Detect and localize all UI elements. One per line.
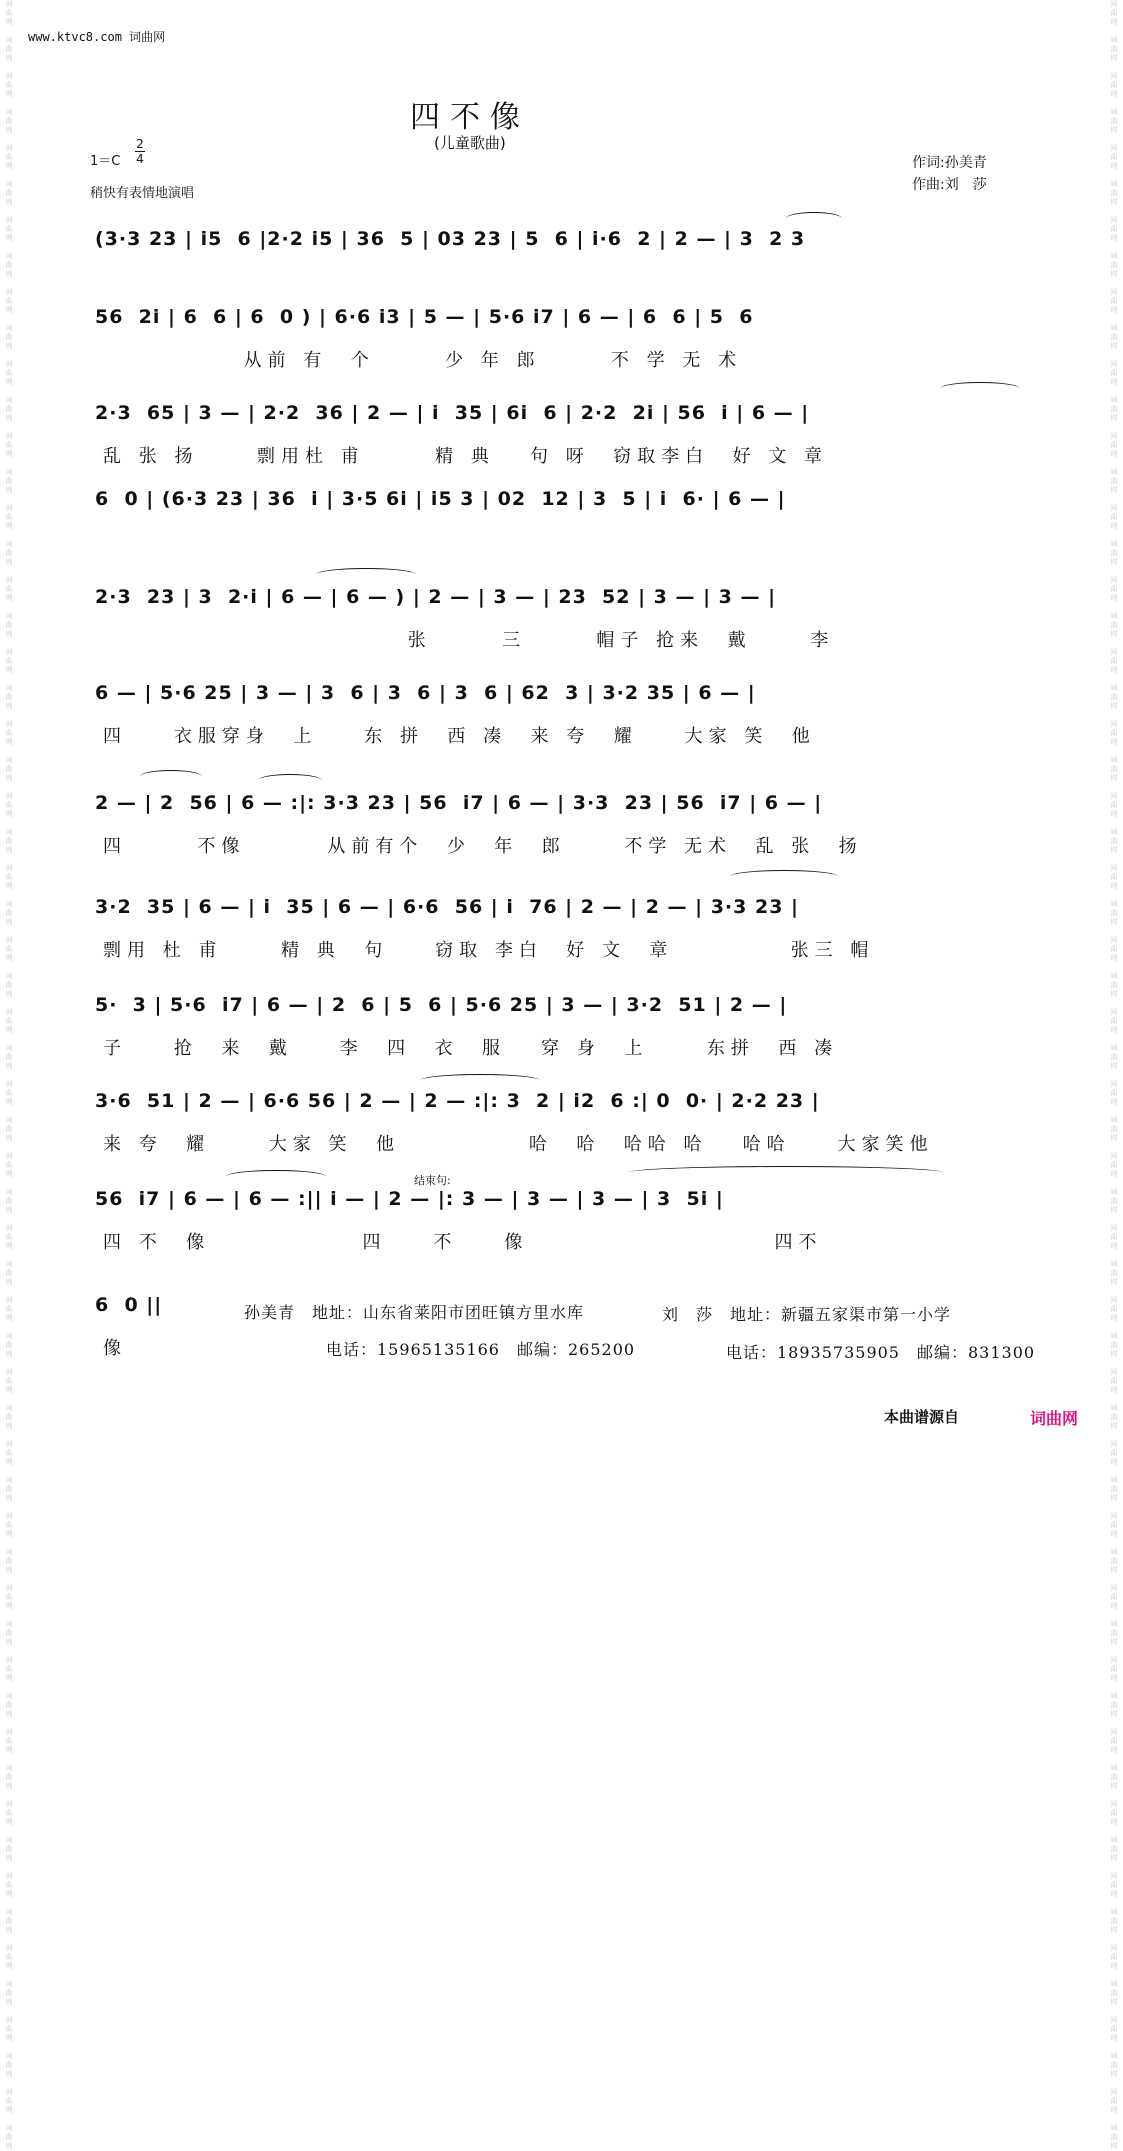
key-signature: 1＝C <box>90 154 121 169</box>
notes-line-6: 6 — | 5·6 25 | 3 — | 3 6 | 3 6 | 3 6 | 62 3 | 3·2 35 | 6 — | <box>95 682 756 704</box>
slur-mark <box>730 870 838 883</box>
source-label: 本曲谱源自 <box>884 1408 960 1426</box>
slur-mark <box>786 212 842 225</box>
lyrics-line-1 <box>103 268 1033 292</box>
brand-link[interactable]: 词曲网 <box>1030 1409 1079 1428</box>
notes-line-4: 6 0 | (6·3 23 | 36 i | 3·5 6i | i5 3 | 02 12 | 3 5 | i 6· | 6 — | <box>95 488 786 510</box>
author1-phone: 电话：15965135166 邮编：265200 <box>326 1340 636 1359</box>
tempo-marking: 稍快有表情地演唱 <box>90 186 195 201</box>
time-bottom: 4 <box>136 152 144 166</box>
lyrics-line-8: 剽用 杜 甫 精 典 句 窃取 李白 好 文 章 张三 帽 <box>103 940 875 961</box>
slur-mark <box>420 1074 540 1087</box>
site-url[interactable]: www.ktvc8.com 词曲网 <box>28 30 166 44</box>
notes-line-1: (3·3 23 | i5 6 |2·2 i5 | 36 5 | 03 23 | 5 6 | i·6 2 | 2 — | 3 2 3 <box>95 228 806 250</box>
lyrics-line-5: 张 三 帽子 抢来 戴 李 <box>103 630 835 651</box>
ending-label: 结束句: <box>414 1174 451 1187</box>
lyrics-line-11: 四 不 像 四 不 像 四不 <box>103 1232 823 1253</box>
composer-credit: 作曲:刘 莎 <box>912 177 987 193</box>
notes-line-5: 2·3 23 | 3 2·i | 6 — | 6 — ) | 2 — | 3 — | 23 52 | 3 — | 3 — | <box>95 586 777 608</box>
time-signature <box>135 138 145 165</box>
notes-line-10: 3·6 51 | 2 — | 6·6 56 | 2 — | 2 — :|: 3 2 | i2 6 :| 0 0· | 2·2 23 | <box>95 1090 820 1112</box>
song-title: 四不像 <box>410 100 530 135</box>
lyrics-line-9: 子 抢 来 戴 李 四 衣 服 穿 身 上 东拼 西 凑 <box>103 1038 839 1059</box>
slur-mark <box>226 1170 326 1183</box>
notes-line-9: 5· 3 | 5·6 i7 | 6 — | 2 6 | 5 6 | 5·6 25 | 3 — | 3·2 51 | 2 — | <box>95 994 788 1016</box>
slur-mark <box>140 770 202 783</box>
watermark-left: 词 曲 网 词 曲 网 词 曲 网 词 曲 网 词 曲 网 词 曲 网 词 曲 网 词 曲 网 词 曲 网 词 曲 网 词 曲 网 词 曲 网 词 曲 网 词 曲 网 词 曲 网 词 曲 网 词 曲 网 词 曲 网 词 曲 网 词 曲 网 词 曲 网 词 曲 网 词 曲 网 词 曲 网 词 曲 网 词 曲 网 词 曲 网 词 曲 网 词 曲 网 词 曲 网 词 曲 网 词 曲 网 词 曲 网 词 曲 网 词 曲 网 词 曲 网 词 曲 网 词 曲 网 词 曲 网 词 曲 网 词 曲 网 词 曲 网 词 曲 网 词 曲 网 词 曲 网 词 曲 网 词 曲 网 词 曲 网 词 曲 网 词 曲 网 词 曲 网 词 曲 网 词 曲 网 词 曲 网 词 曲 网 词 曲 网 词 曲 网 词 曲 网 词 曲 网 词 曲 网 <box>5 0 13 2150</box>
lyrics-line-2: 从前 有 个 少 年 郎 不 学 无 术 <box>103 350 743 371</box>
slur-mark <box>316 568 416 581</box>
notes-line-3: 2·3 65 | 3 — | 2·2 36 | 2 — | i 35 | 6i 6 | 2·2 2i | 56 i | 6 — | <box>95 402 810 424</box>
notes-line-7: 2 — | 2 56 | 6 — :|: 3·3 23 | 56 i7 | 6 — | 3·3 23 | 56 i7 | 6 — | <box>95 792 823 814</box>
lyrics-line-3: 乱 张 扬 剽用杜 甫 精 典 句 呀 窃取李白 好 文 章 <box>103 446 829 467</box>
lyrics-line-10: 来 夸 耀 大家 笑 他 哈 哈 哈哈 哈 哈哈 大家笑他 <box>103 1134 934 1155</box>
lyrics-line-4 <box>103 528 1033 552</box>
notes-line-2: 56 2i | 6 6 | 6 0 ) | 6·6 i3 | 5 — | 5·6 i7 | 6 — | 6 6 | 5 6 <box>95 306 754 328</box>
time-top: 2 <box>136 137 144 151</box>
slur-mark <box>628 1166 944 1179</box>
lyricist-credit: 作词:孙美青 <box>912 155 987 171</box>
lyrics-line-7: 四 不像 从前有个 少 年 郎 不学 无术 乱 张 扬 <box>103 836 863 857</box>
slur-mark <box>258 774 322 787</box>
notes-line-11: 56 i7 | 6 — | 6 — :|| i — | 2 — |: 3 — | 3 — | 3 — | 3 5i | <box>95 1188 724 1210</box>
notes-line-8: 3·2 35 | 6 — | i 35 | 6 — | 6·6 56 | i 76 | 2 — | 2 — | 3·3 23 | <box>95 896 799 918</box>
author2-phone: 电话：18935735905 邮编：831300 <box>726 1343 1036 1362</box>
lyrics-line-6: 四 衣服穿身 上 东 拼 西 凑 来 夸 耀 大家 笑 他 <box>103 726 816 747</box>
watermark-right: 词 曲 网 词 曲 网 词 曲 网 词 曲 网 词 曲 网 词 曲 网 词 曲 网 词 曲 网 词 曲 网 词 曲 网 词 曲 网 词 曲 网 词 曲 网 词 曲 网 词 曲 网 词 曲 网 词 曲 网 词 曲 网 词 曲 网 词 曲 网 词 曲 网 词 曲 网 词 曲 网 词 曲 网 词 曲 网 词 曲 网 词 曲 网 词 曲 网 词 曲 网 词 曲 网 词 曲 网 词 曲 网 词 曲 网 词 曲 网 词 曲 网 词 曲 网 词 曲 网 词 曲 网 词 曲 网 词 曲 网 词 曲 网 词 曲 网 词 曲 网 词 曲 网 词 曲 网 词 曲 网 词 曲 网 词 曲 网 词 曲 网 词 曲 网 词 曲 网 词 曲 网 词 曲 网 词 曲 网 词 曲 网 词 曲 网 词 曲 网 词 曲 网 词 曲 网 词 曲 网 <box>1110 0 1118 2150</box>
notes-line-12: 6 0 || <box>95 1294 163 1316</box>
slur-mark <box>940 382 1020 395</box>
lyrics-line-12: 像 <box>103 1338 127 1359</box>
author1-address: 孙美青 地址：山东省莱阳市团旺镇方里水库 <box>244 1303 585 1322</box>
song-subtitle: (儿童歌曲) <box>434 134 506 152</box>
author2-address: 刘 莎 地址：新疆五家渠市第一小学 <box>662 1305 952 1324</box>
